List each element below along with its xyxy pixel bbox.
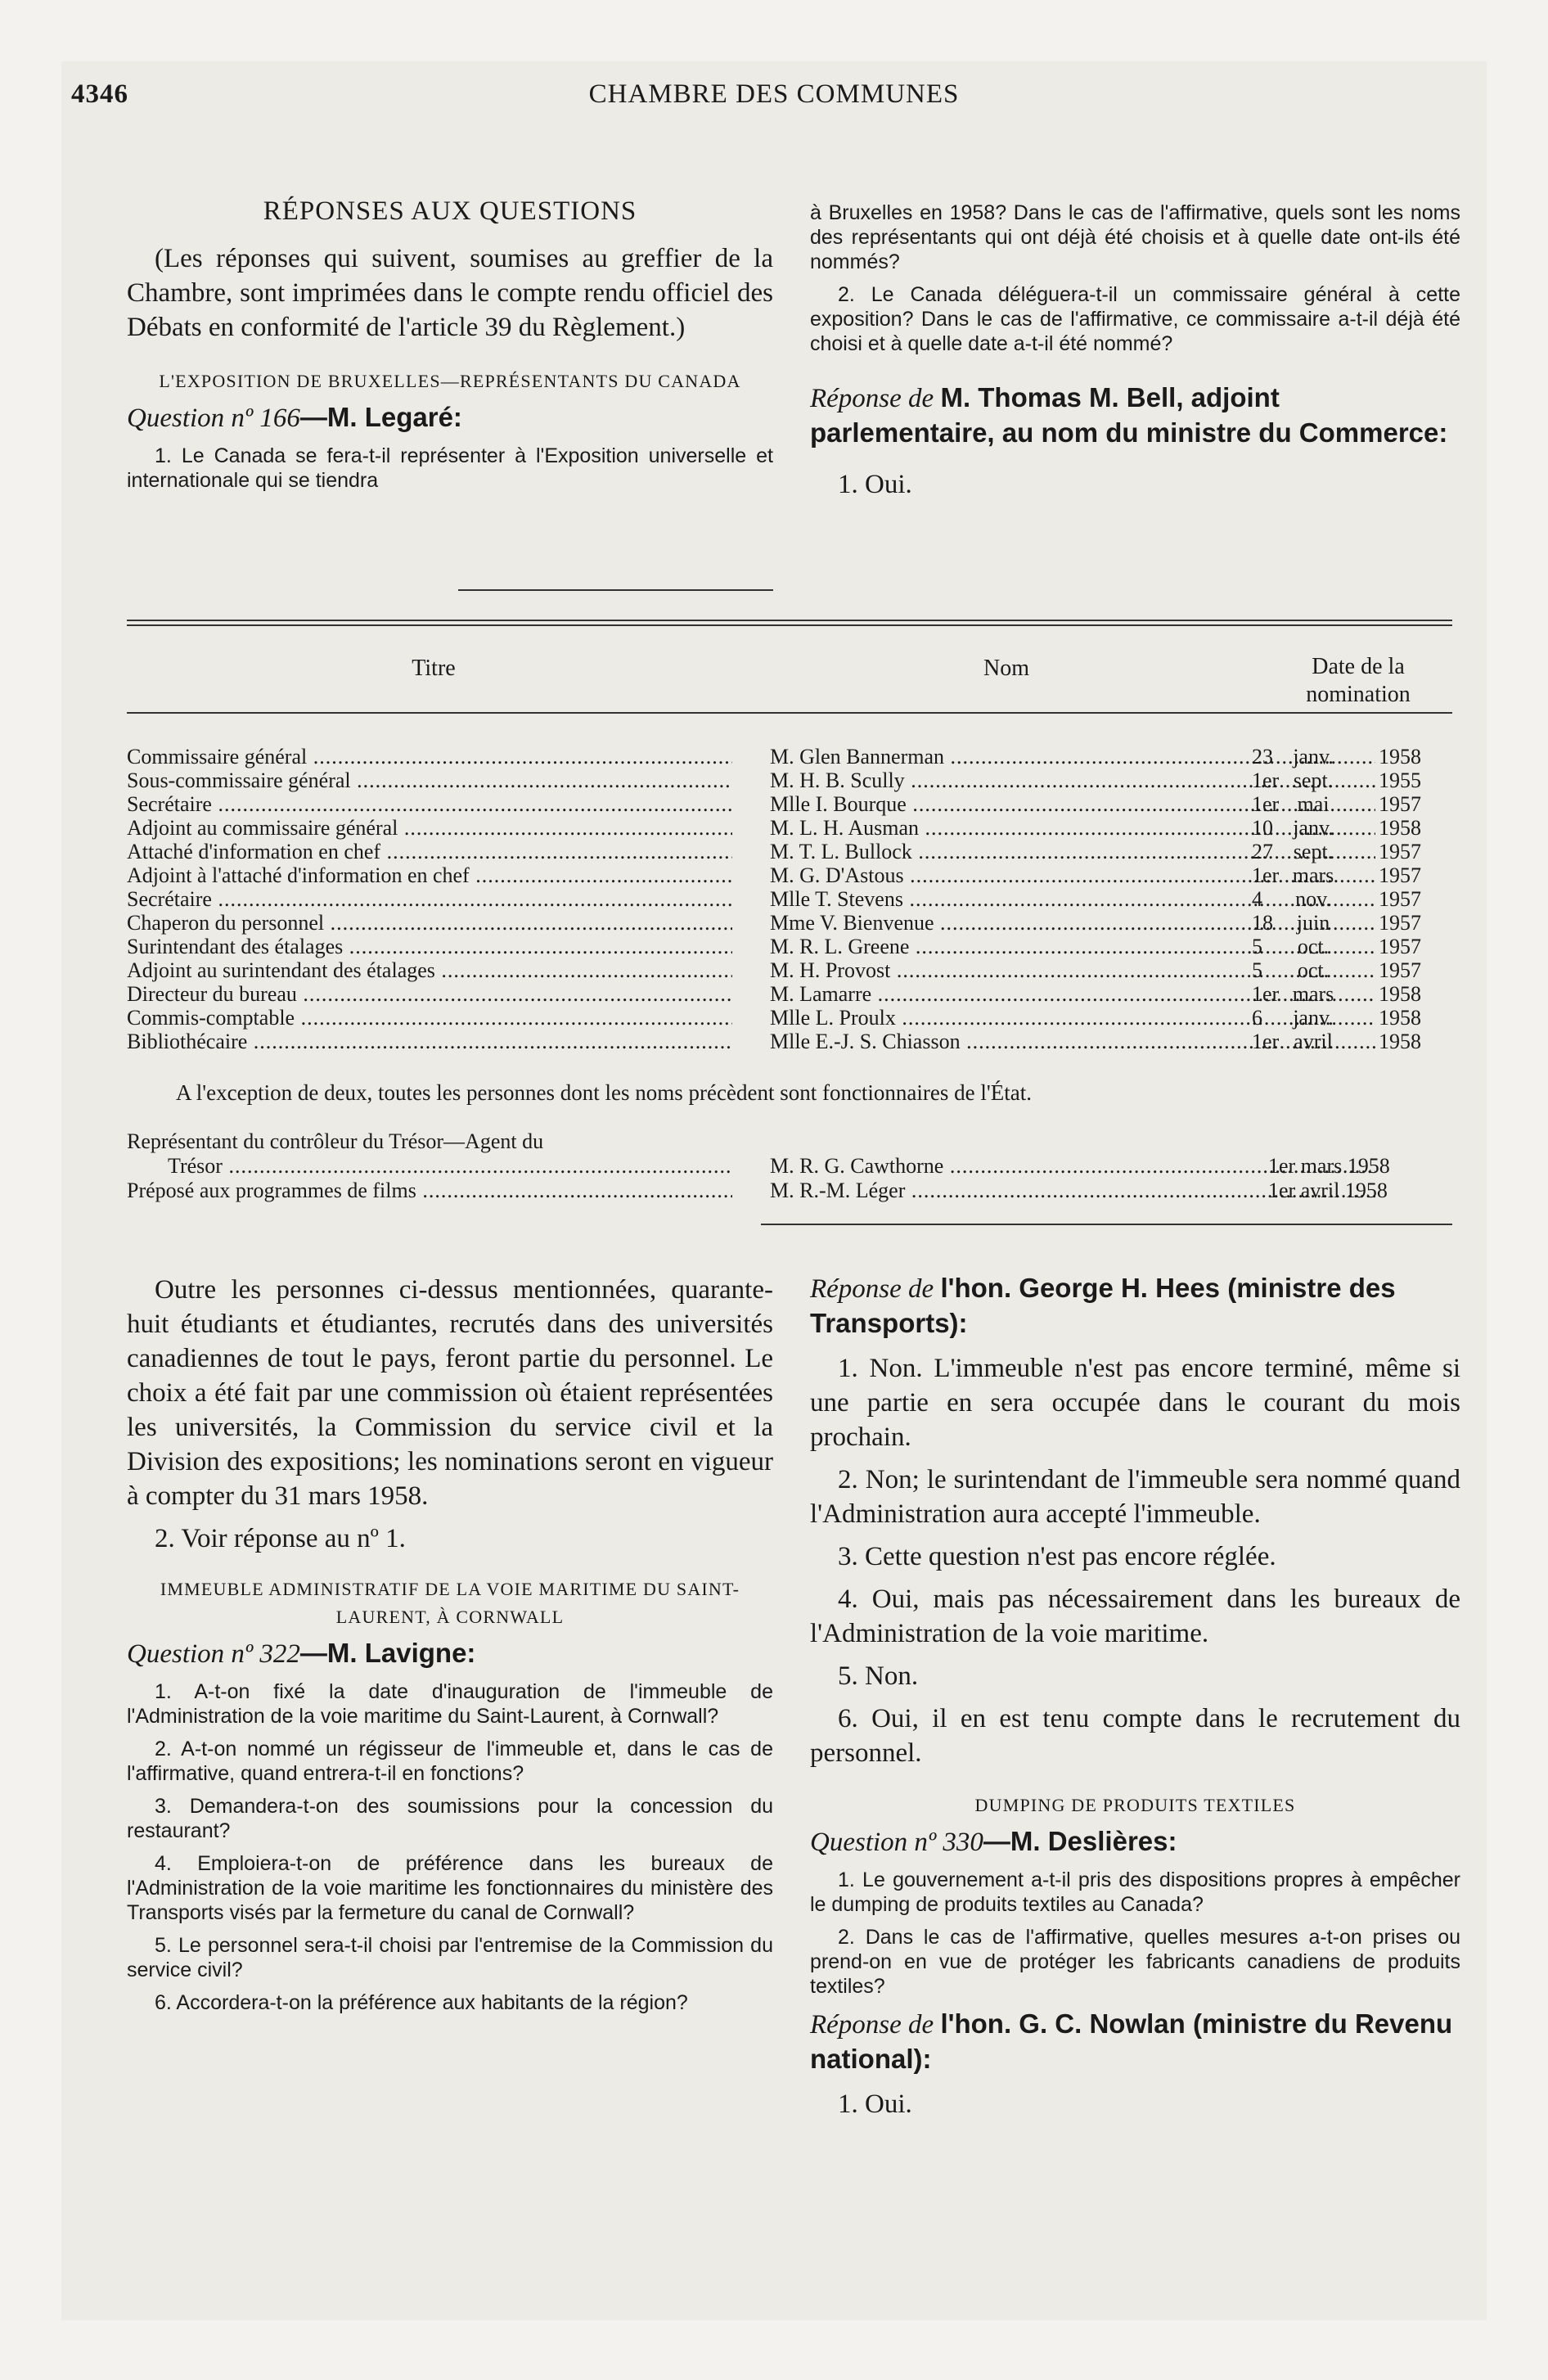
row-year: 1957 xyxy=(1379,863,1421,887)
reponse-hees: Réponse de l'hon. George H. Hees (ministre des Transports): xyxy=(810,1273,1396,1338)
row-day: 5 xyxy=(1252,958,1262,982)
row-month: sept. xyxy=(1293,769,1334,792)
answer-bell: 1. Oui. xyxy=(838,470,912,499)
row-title: Surintendant des étalages ..... xyxy=(127,935,732,959)
section-heading: RÉPONSES AUX QUESTIONS xyxy=(263,196,637,226)
column-end-rule xyxy=(458,589,773,591)
row-day: 18 xyxy=(1252,911,1273,935)
row-title: Commissaire général ..... xyxy=(127,745,732,769)
table-row-extra-1: Trésor ..... M. R. G. Cawthorne ..... 1er mars 1958 xyxy=(127,1154,1452,1179)
row-title: Chaperon du personnel ..... xyxy=(127,911,732,935)
row-name: Mlle I. Bourque ..... xyxy=(770,792,1375,817)
question-item: 3. Demandera-t-on des soumissions pour la concession du restaurant? xyxy=(127,1795,773,1842)
table-row xyxy=(127,958,1452,983)
row-month: janv. xyxy=(1293,1006,1334,1030)
table-row xyxy=(127,982,1452,1007)
column-header-name: Nom xyxy=(983,656,1029,681)
column-header-date: Date de la nomination xyxy=(1306,654,1411,707)
row-title: Secrétaire ..... xyxy=(127,887,732,912)
row-month: juin xyxy=(1296,911,1330,935)
row-month: nov. xyxy=(1295,887,1331,911)
question-item: 2. A-t-on nommé un régisseur de l'immeuble et, dans le cas de l'affirmative, quand entrera-t-il en fonctions? xyxy=(127,1738,773,1785)
answer-item: 2. Non; le surintendant de l'immeuble sera nommé quand l'Administration aura accepté l'immeuble. xyxy=(810,1465,1460,1529)
row-day: 1er xyxy=(1252,1030,1280,1053)
left-bottom-column xyxy=(127,1273,773,2023)
row-year: 1958 xyxy=(1379,982,1421,1006)
row-month: avril xyxy=(1294,1030,1333,1053)
row-name: Mlle E.-J. S. Chiasson ..... xyxy=(770,1030,1375,1054)
row-title: Adjoint au surintendant des étalages ..... xyxy=(127,958,732,983)
question-322-items xyxy=(127,1679,773,2015)
question-322: Question nº 322—M. Lavigne: xyxy=(127,1638,476,1669)
row-title: Directeur du bureau ..... xyxy=(127,982,732,1007)
table-top-rule-2 xyxy=(127,624,1452,626)
answer-item: 3. Cette question n'est pas encore réglée. xyxy=(838,1542,1276,1571)
row-year: 1958 xyxy=(1379,1006,1421,1030)
row-title: Commis-comptable ..... xyxy=(127,1006,732,1030)
row-name: M. L. H. Ausman ..... xyxy=(770,816,1375,841)
question-item: 6. Accordera-t-on la préférence aux habitants de la région? xyxy=(155,1991,688,2014)
row-day: 5 xyxy=(1252,935,1262,958)
row-year: 1957 xyxy=(1379,935,1421,958)
row-name: Mlle L. Proulx ..... xyxy=(770,1006,1375,1030)
row-name: M. H. B. Scully ..... xyxy=(770,769,1375,793)
row-title: Adjoint à l'attaché d'information en chef ..... xyxy=(127,863,732,888)
row-title: Adjoint au commissaire général ..... xyxy=(127,816,732,841)
row-year: 1957 xyxy=(1379,911,1421,935)
row-title: Bibliothécaire ..... xyxy=(127,1030,732,1054)
row-month: sept. xyxy=(1293,840,1334,863)
row-day: 10 xyxy=(1252,816,1273,840)
question-item: 1. A-t-on fixé la date d'inauguration de l'immeuble de l'Administration de la voie maritime du Saint-Laurent, à Cornwall? xyxy=(127,1680,773,1728)
subhead-cornwall: IMMEUBLE ADMINISTRATIF DE LA VOIE MARITIME DU SAINT-LAURENT, À CORNWALL xyxy=(160,1579,740,1627)
row-year: 1957 xyxy=(1379,958,1421,982)
question-166-item-1-cont: à Bruxelles en 1958? Dans le cas de l'affirmative, quels sont les noms des représentants qui ont déjà été choisis et à quelle date ont-ils été nommés? xyxy=(810,201,1460,273)
row-year: 1957 xyxy=(1379,840,1421,863)
column-header-title: Titre xyxy=(412,656,456,681)
row-name: Mlle T. Stevens ..... xyxy=(770,887,1375,912)
row-day: 1er xyxy=(1252,769,1280,792)
table-row xyxy=(127,887,1452,912)
row-name: M. Glen Bannerman ..... xyxy=(770,745,1375,769)
row-name: M. G. D'Astous ..... xyxy=(770,863,1375,888)
right-top-column xyxy=(810,201,1460,510)
table-row-extra-1a: Représentant du contrôleur du Trésor—Agent du xyxy=(127,1129,544,1153)
question-item: 5. Le personnel sera-t-il choisi par l'entremise de la Commission du service civil? xyxy=(127,1934,773,1981)
row-day: 1er xyxy=(1252,792,1280,816)
row-title: Secrétaire ..... xyxy=(127,792,732,817)
answers-322 xyxy=(810,1351,1460,1770)
row-month: mars xyxy=(1292,982,1334,1006)
answer-item: 1. Non. L'immeuble n'est pas encore terminé, même si une partie en sera occupée dans le courant du mois prochain. xyxy=(810,1354,1460,1452)
reponse-nowlan: Réponse de l'hon. G. C. Nowlan (ministre du Revenu national): xyxy=(810,2008,1453,2074)
row-title: Attaché d'information en chef ..... xyxy=(127,840,732,864)
table-row xyxy=(127,816,1452,841)
table-row xyxy=(127,1006,1452,1030)
table-header-rule xyxy=(127,712,1452,714)
row-year: 1957 xyxy=(1379,792,1421,816)
table-row xyxy=(127,911,1452,935)
row-year: 1957 xyxy=(1379,887,1421,911)
answer-see-1: 2. Voir réponse au nº 1. xyxy=(155,1524,406,1553)
students-paragraph: Outre les personnes ci-dessus mentionnées, quarante-huit étudiants et étudiantes, recrutés dans des universités canadiennes de tout le pays, feront partie du personnel. Le choix a été fait par une commission où étaient représentées les universités, la Commission du service civil et la Division des expositions; les nominations seront en vigueur à compter du 31 mars 1958. xyxy=(127,1275,773,1511)
reponse-bell: Réponse de M. Thomas M. Bell, adjoint parlementaire, au nom du ministre du Commerce: xyxy=(810,382,1448,448)
row-month: janv. xyxy=(1293,816,1334,840)
row-month: mai xyxy=(1297,792,1330,816)
subhead-dumping: DUMPING DE PRODUITS TEXTILES xyxy=(974,1795,1296,1815)
row-day: 4 xyxy=(1252,887,1262,911)
question-330: Question nº 330—M. Deslières: xyxy=(810,1826,1177,1857)
row-name: M. H. Provost ..... xyxy=(770,958,1375,983)
row-name: M. Lamarre ..... xyxy=(770,982,1375,1007)
answer-nowlan: 1. Oui. xyxy=(838,2089,912,2119)
right-bottom-column xyxy=(810,1264,1460,2130)
row-day: 27 xyxy=(1252,840,1273,863)
table-row xyxy=(127,935,1452,959)
row-month: oct. xyxy=(1297,958,1330,982)
row-name: M. R. L. Greene ..... xyxy=(770,935,1375,959)
row-month: oct. xyxy=(1297,935,1330,958)
question-166-item-1: 1. Le Canada se fera-t-il représenter à l'Exposition universelle et internationale qui se tiendra xyxy=(127,444,773,492)
table-bottom-rule xyxy=(761,1224,1452,1225)
row-day: 1er xyxy=(1252,982,1280,1006)
left-top-column xyxy=(127,196,773,501)
table-row xyxy=(127,792,1452,817)
row-year: 1958 xyxy=(1379,1030,1421,1053)
row-name: M. T. L. Bullock ..... xyxy=(770,840,1375,864)
question-330-items xyxy=(810,1868,1460,1999)
question-item: 2. Dans le cas de l'affirmative, quelles mesures a-t-on prises ou prend-on en vue de protéger les fabricants canadiens de produits textiles? xyxy=(810,1926,1460,1998)
answer-item: 6. Oui, il en est tenu compte dans le recrutement du personnel. xyxy=(810,1704,1460,1768)
row-day: 6 xyxy=(1252,1006,1262,1030)
answer-item: 4. Oui, mais pas nécessairement dans les bureaux de l'Administration de la voie maritime. xyxy=(810,1584,1460,1648)
answer-item: 5. Non. xyxy=(838,1661,919,1691)
row-month: mars xyxy=(1292,863,1334,887)
table-row xyxy=(127,745,1452,769)
intro-paragraph: (Les réponses qui suivent, soumises au greffier de la Chambre, sont imprimées dans le compte rendu officiel des Débats en conformité de l'article 39 du Règlement.) xyxy=(127,244,773,342)
question-166-item-2: 2. Le Canada déléguera-t-il un commissaire général à cette exposition? Dans le cas de l'affirmative, ce commissaire a-t-il déjà été choisi et à quelle date a-t-il été nommé? xyxy=(810,283,1460,355)
table-row xyxy=(127,1030,1452,1054)
table-row xyxy=(127,840,1452,864)
table-row-extra-2: Préposé aux programmes de films ..... M. R.-M. Léger ..... 1er avril 1958 xyxy=(127,1179,1452,1203)
row-month: janv. xyxy=(1293,745,1334,769)
row-name: Mme V. Bienvenue ..... xyxy=(770,911,1375,935)
row-year: 1958 xyxy=(1379,745,1421,769)
running-title: CHAMBRE DES COMMUNES xyxy=(588,79,960,109)
row-day: 1er xyxy=(1252,863,1280,887)
table-row xyxy=(127,769,1452,793)
row-year: 1958 xyxy=(1379,816,1421,840)
question-166: Question nº 166—M. Legaré: xyxy=(127,402,462,433)
row-year: 1955 xyxy=(1379,769,1421,792)
row-title: Sous-commissaire général ..... xyxy=(127,769,732,793)
table-note: A l'exception de deux, toutes les personnes dont les noms précèdent sont fonctionnaires de l'État. xyxy=(176,1080,1032,1105)
question-item: 4. Emploiera-t-on de préférence dans les bureaux de l'Administration de la voie maritime les fonctionnaires du ministère des Transports visés par la fermeture du canal de Cornwall? xyxy=(127,1852,773,1924)
table-row xyxy=(127,863,1452,888)
question-item: 1. Le gouvernement a-t-il pris des dispositions propres à empêcher le dumping de produits textiles au Canada? xyxy=(810,1868,1460,1916)
page-number: 4346 xyxy=(71,79,128,109)
table-top-rule-1 xyxy=(127,620,1452,621)
row-day: 23 xyxy=(1252,745,1273,769)
subhead-bruxelles: L'EXPOSITION DE BRUXELLES—REPRÉSENTANTS DU CANADA xyxy=(159,371,741,391)
